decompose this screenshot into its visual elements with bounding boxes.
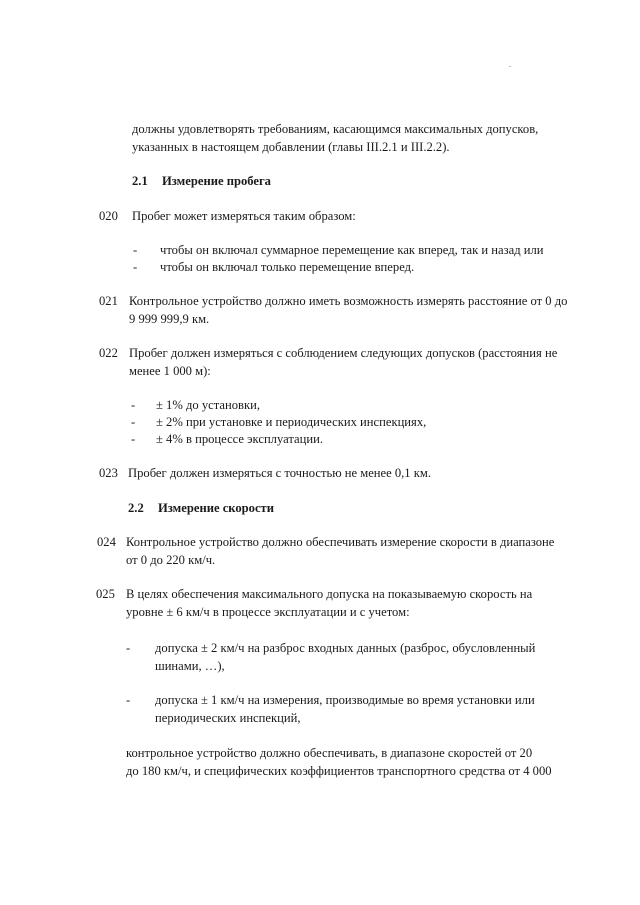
section-2-2-title: Измерение скорости <box>158 501 275 515</box>
para-025-line-2: уровне ± 6 км/ч в процессе эксплуатации и с учетом: <box>126 605 410 619</box>
para-020-number: 020 <box>99 209 118 223</box>
para-021-number: 021 <box>99 294 118 308</box>
bullet-marker: - <box>131 398 136 412</box>
para-023-text: Пробег должен измеряться с точностью не менее 0,1 км. <box>128 466 431 480</box>
section-2-1-number: 2.1 <box>132 174 148 188</box>
bullet-marker: - <box>131 415 136 429</box>
para-021-line-1: Контрольное устройство должно иметь возможность измерять расстояние от 0 до <box>129 294 568 308</box>
para-020-text: Пробег может измеряться таким образом: <box>132 209 356 223</box>
bullet-marker: - <box>133 260 138 274</box>
para-022-line-2: менее 1 000 м): <box>129 364 211 378</box>
section-2-1-title: Измерение пробега <box>162 174 271 188</box>
para-022-line-1: Пробег должен измеряться с соблюдением следующих допусков (расстояния не <box>129 346 558 360</box>
para-025-bullet-1-line-2: шинами, …), <box>155 659 225 673</box>
para-022-bullet-2: ± 2% при установке и периодических инспекциях, <box>156 415 427 429</box>
para-025-line-1: В целях обеспечения максимального допуска на показываемую скорость на <box>126 587 533 601</box>
para-025-bullet-1-line-1: допуска ± 2 км/ч на разброс входных данных (разброс, обусловленный <box>155 641 536 655</box>
para-025-tail-line-2: до 180 км/ч, и специфических коэффициентов транспортного средства от 4 000 <box>126 764 552 778</box>
bullet-marker: - <box>133 243 138 257</box>
para-024-number: 024 <box>97 535 116 549</box>
para-022-bullet-1: ± 1% до установки, <box>156 398 260 412</box>
para-022-bullet-3: ± 4% в процессе эксплуатации. <box>156 432 323 446</box>
section-2-2-number: 2.2 <box>128 501 144 515</box>
bullet-marker: - <box>126 693 131 707</box>
para-023-number: 023 <box>99 466 118 480</box>
intro-line-2: указанных в настоящем добавлении (главы III.2.1 и III.2.2). <box>132 140 450 154</box>
para-020-bullet-2: чтобы он включал только перемещение вперед. <box>160 260 415 274</box>
para-022-number: 022 <box>99 346 118 360</box>
para-025-bullet-2-line-2: периодических инспекций, <box>155 711 301 725</box>
para-024-line-1: Контрольное устройство должно обеспечивать измерение скорости в диапазоне <box>126 535 555 549</box>
para-024-line-2: от 0 до 220 км/ч. <box>126 553 216 567</box>
intro-line-1: должны удовлетворять требованиям, касающимся максимальных допусков, <box>132 122 539 136</box>
para-020-bullet-1: чтобы он включал суммарное перемещение как вперед, так и назад или <box>160 243 544 257</box>
para-021-line-2: 9 999 999,9 км. <box>129 312 210 326</box>
para-025-bullet-2-line-1: допуска ± 1 км/ч на измерения, производимые во время установки или <box>155 693 535 707</box>
para-025-tail-line-1: контрольное устройство должно обеспечивать, в диапазоне скоростей от 20 <box>126 746 533 760</box>
bullet-marker: - <box>126 641 131 655</box>
scan-speck <box>509 66 511 67</box>
bullet-marker: - <box>131 432 136 446</box>
para-025-number: 025 <box>96 587 115 601</box>
